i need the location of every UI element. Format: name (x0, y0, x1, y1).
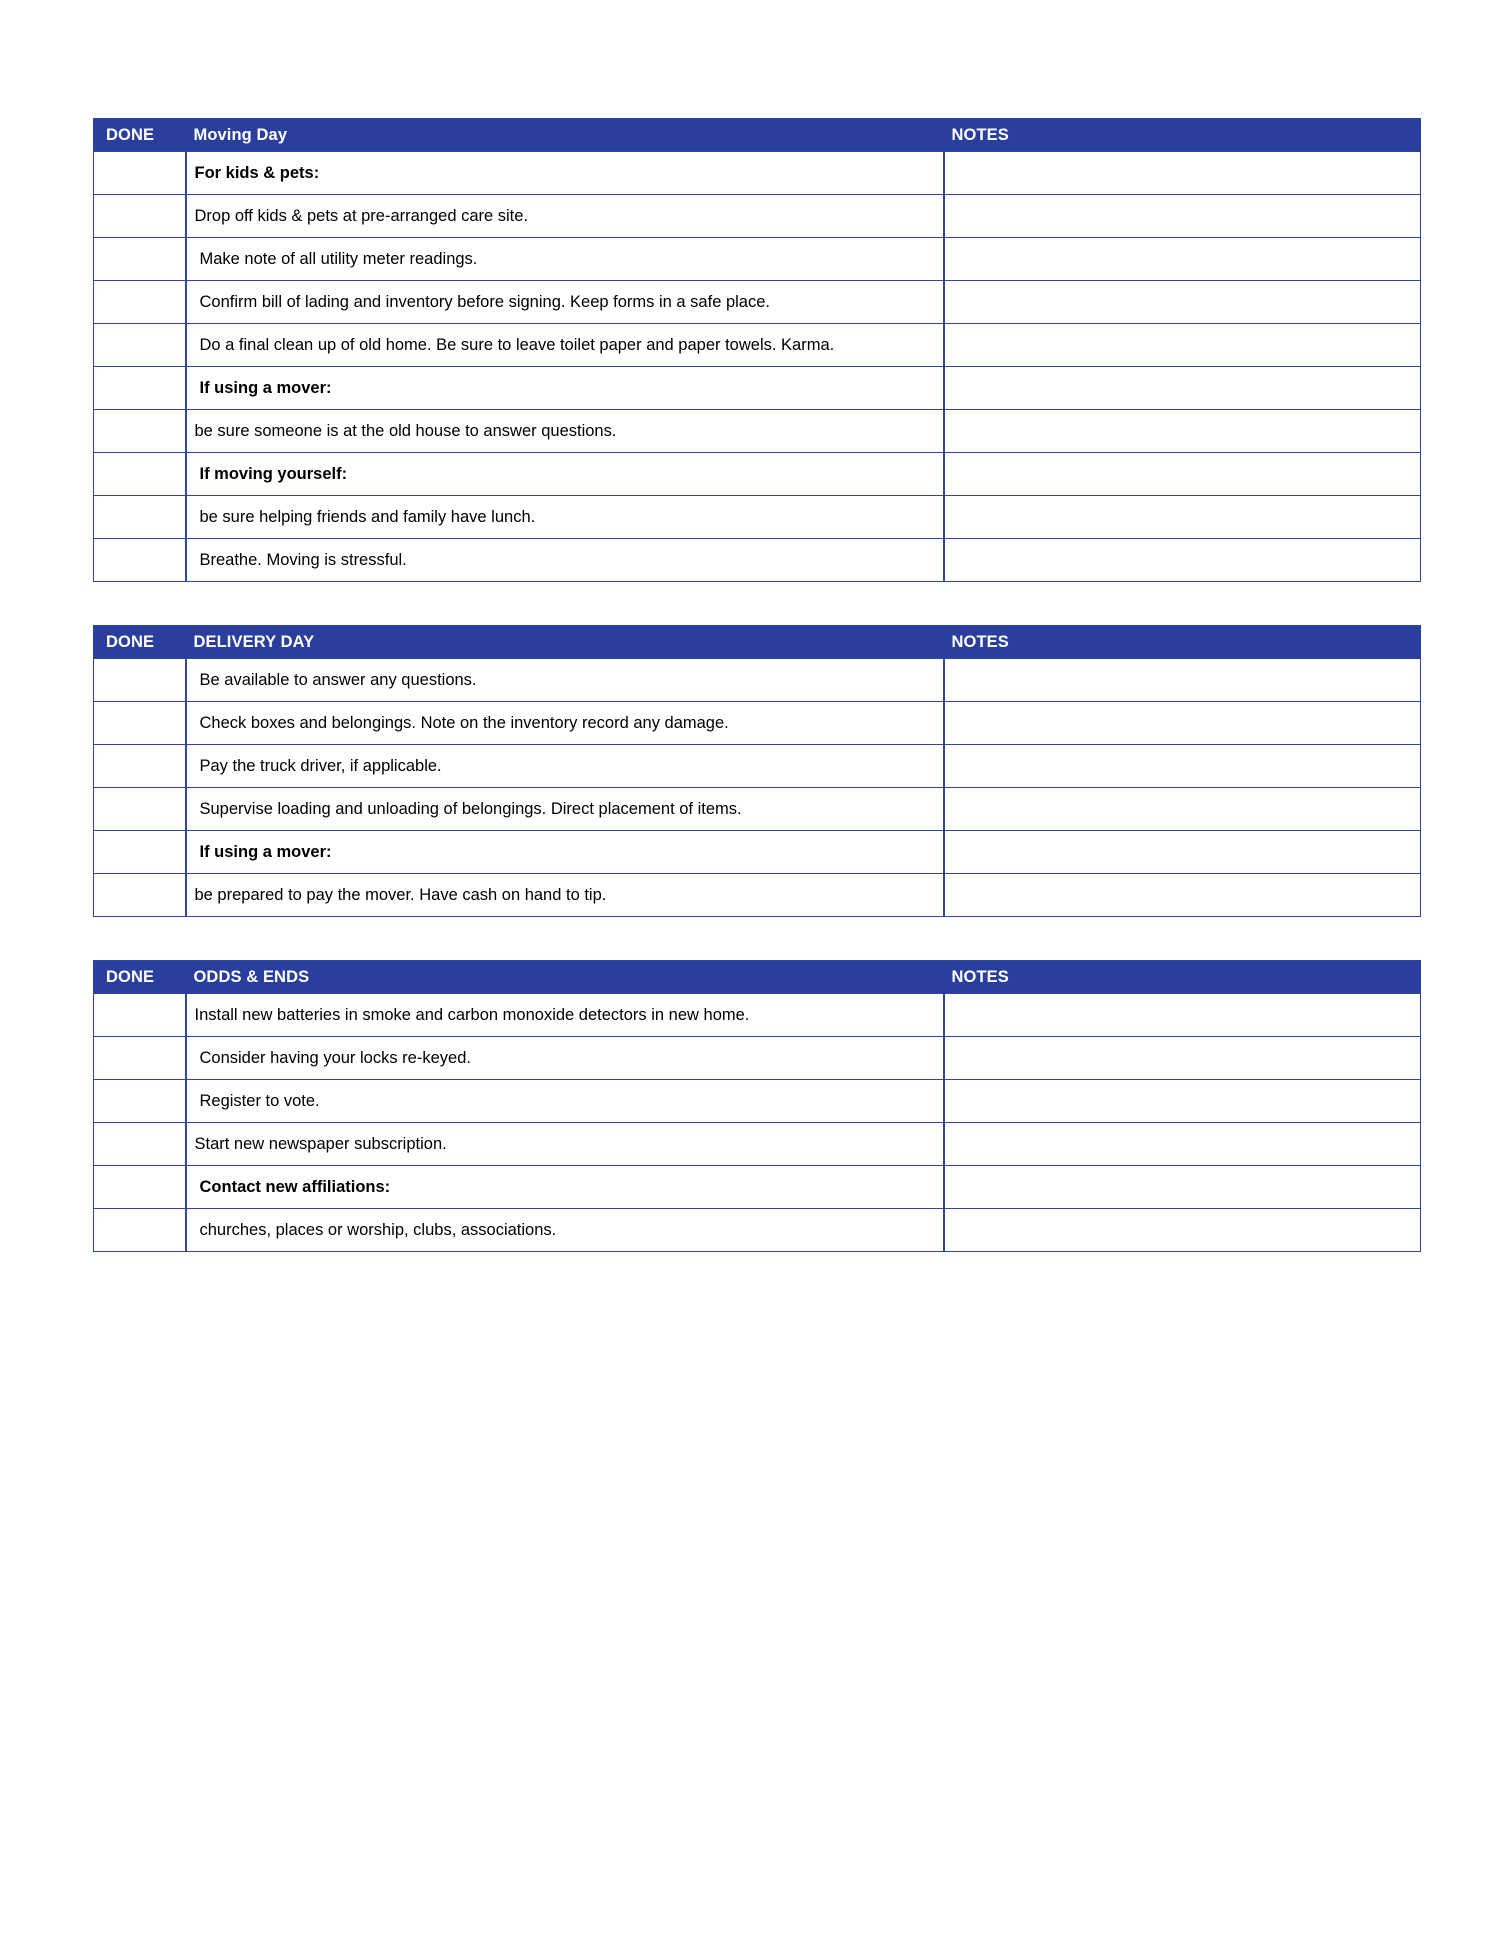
done-checkbox-cell[interactable] (94, 994, 186, 1037)
column-header-task: Moving Day (186, 119, 944, 152)
column-header-task: ODDS & ENDS (186, 961, 944, 994)
checklist-table-moving-day (93, 118, 1421, 582)
task-cell: be sure helping friends and family have lunch. (186, 496, 944, 539)
done-checkbox-cell[interactable] (94, 453, 186, 496)
table-spacer (93, 917, 1420, 960)
notes-cell[interactable] (944, 195, 1421, 238)
column-header-task: DELIVERY DAY (186, 626, 944, 659)
notes-cell[interactable] (944, 1166, 1421, 1209)
done-checkbox-cell[interactable] (94, 281, 186, 324)
table-row (94, 745, 1421, 788)
task-cell: Check boxes and belongings. Note on the inventory record any damage. (186, 702, 944, 745)
table-row (94, 831, 1421, 874)
table-row (94, 1166, 1421, 1209)
done-checkbox-cell[interactable] (94, 702, 186, 745)
notes-cell[interactable] (944, 1037, 1421, 1080)
done-checkbox-cell[interactable] (94, 1209, 186, 1252)
notes-cell[interactable] (944, 874, 1421, 917)
done-checkbox-cell[interactable] (94, 659, 186, 702)
done-checkbox-cell[interactable] (94, 874, 186, 917)
notes-cell[interactable] (944, 1080, 1421, 1123)
notes-cell[interactable] (944, 831, 1421, 874)
notes-cell[interactable] (944, 745, 1421, 788)
done-checkbox-cell[interactable] (94, 831, 186, 874)
table-row (94, 788, 1421, 831)
column-header-done: DONE (94, 961, 186, 994)
table-row (94, 1209, 1421, 1252)
checklist-sheet (93, 118, 1420, 1252)
task-cell: Register to vote. (186, 1080, 944, 1123)
done-checkbox-cell[interactable] (94, 539, 186, 582)
column-header-notes: NOTES (944, 626, 1421, 659)
table-row (94, 152, 1421, 195)
task-cell: If moving yourself: (186, 453, 944, 496)
table-row (94, 539, 1421, 582)
notes-cell[interactable] (944, 496, 1421, 539)
task-cell: Do a final clean up of old home. Be sure to leave toilet paper and paper towels. Karma. (186, 324, 944, 367)
notes-cell[interactable] (944, 238, 1421, 281)
column-header-done: DONE (94, 119, 186, 152)
notes-cell[interactable] (944, 788, 1421, 831)
done-checkbox-cell[interactable] (94, 745, 186, 788)
table-row (94, 281, 1421, 324)
table-header-row (94, 961, 1421, 994)
table-header-row (94, 119, 1421, 152)
notes-cell[interactable] (944, 324, 1421, 367)
task-cell: For kids & pets: (186, 152, 944, 195)
done-checkbox-cell[interactable] (94, 367, 186, 410)
table-row (94, 195, 1421, 238)
table-header-row (94, 626, 1421, 659)
task-cell: Pay the truck driver, if applicable. (186, 745, 944, 788)
done-checkbox-cell[interactable] (94, 324, 186, 367)
task-cell: If using a mover: (186, 367, 944, 410)
notes-cell[interactable] (944, 659, 1421, 702)
notes-cell[interactable] (944, 281, 1421, 324)
column-header-notes: NOTES (944, 119, 1421, 152)
notes-cell[interactable] (944, 702, 1421, 745)
done-checkbox-cell[interactable] (94, 1123, 186, 1166)
notes-cell[interactable] (944, 152, 1421, 195)
done-checkbox-cell[interactable] (94, 1037, 186, 1080)
task-cell: Be available to answer any questions. (186, 659, 944, 702)
notes-cell[interactable] (944, 410, 1421, 453)
table-spacer (93, 582, 1420, 625)
notes-cell[interactable] (944, 539, 1421, 582)
task-cell: Contact new affiliations: (186, 1166, 944, 1209)
done-checkbox-cell[interactable] (94, 1080, 186, 1123)
done-checkbox-cell[interactable] (94, 410, 186, 453)
task-cell: be prepared to pay the mover. Have cash on hand to tip. (186, 874, 944, 917)
table-row (94, 1080, 1421, 1123)
table-row (94, 496, 1421, 539)
task-cell: Install new batteries in smoke and carbon monoxide detectors in new home. (186, 994, 944, 1037)
table-row (94, 702, 1421, 745)
notes-cell[interactable] (944, 1123, 1421, 1166)
task-cell: churches, places or worship, clubs, associations. (186, 1209, 944, 1252)
notes-cell[interactable] (944, 994, 1421, 1037)
column-header-notes: NOTES (944, 961, 1421, 994)
checklist-table-delivery-day (93, 625, 1421, 917)
notes-cell[interactable] (944, 1209, 1421, 1252)
table-row (94, 238, 1421, 281)
table-row (94, 874, 1421, 917)
done-checkbox-cell[interactable] (94, 1166, 186, 1209)
table-row (94, 324, 1421, 367)
table-row (94, 659, 1421, 702)
task-cell: Consider having your locks re-keyed. (186, 1037, 944, 1080)
table-row (94, 367, 1421, 410)
table-row (94, 1037, 1421, 1080)
task-cell: Supervise loading and unloading of belongings. Direct placement of items. (186, 788, 944, 831)
task-cell: Breathe. Moving is stressful. (186, 539, 944, 582)
task-cell: Drop off kids & pets at pre-arranged care site. (186, 195, 944, 238)
done-checkbox-cell[interactable] (94, 195, 186, 238)
table-row (94, 1123, 1421, 1166)
task-cell: be sure someone is at the old house to answer questions. (186, 410, 944, 453)
table-row (94, 453, 1421, 496)
column-header-done: DONE (94, 626, 186, 659)
task-cell: Start new newspaper subscription. (186, 1123, 944, 1166)
task-cell: Confirm bill of lading and inventory before signing. Keep forms in a safe place. (186, 281, 944, 324)
table-row (94, 994, 1421, 1037)
done-checkbox-cell[interactable] (94, 496, 186, 539)
done-checkbox-cell[interactable] (94, 152, 186, 195)
page-top-spacer (0, 0, 1500, 118)
done-checkbox-cell[interactable] (94, 788, 186, 831)
table-row (94, 410, 1421, 453)
notes-cell[interactable] (944, 453, 1421, 496)
notes-cell[interactable] (944, 367, 1421, 410)
checklist-table-odds-and-ends (93, 960, 1421, 1252)
done-checkbox-cell[interactable] (94, 238, 186, 281)
task-cell: If using a mover: (186, 831, 944, 874)
task-cell: Make note of all utility meter readings. (186, 238, 944, 281)
